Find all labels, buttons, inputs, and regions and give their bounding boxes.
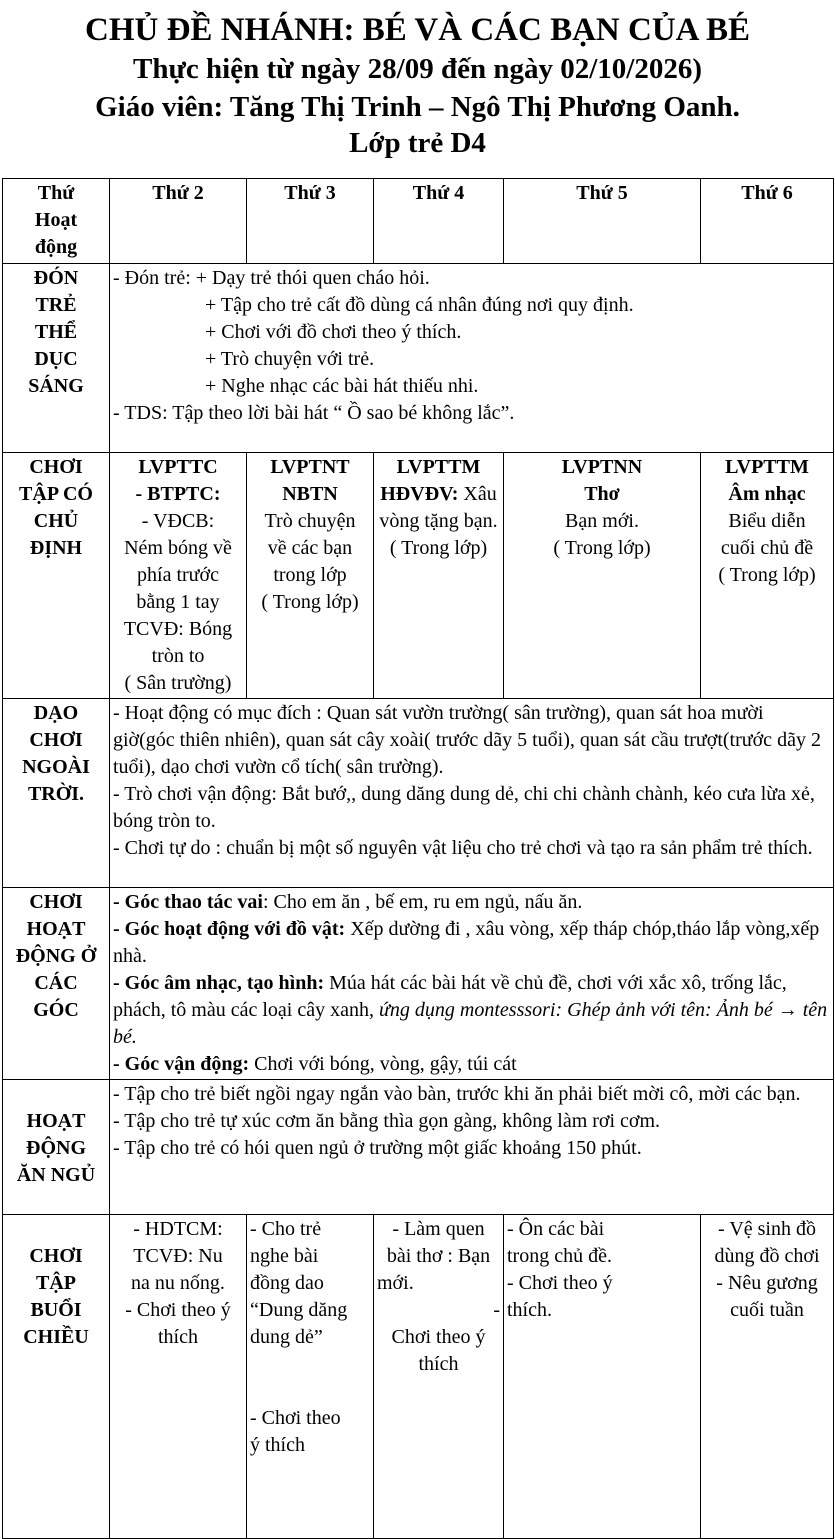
- choi-tap-tue: LVPTNT NBTN Trò chuyện về các bạn trong lớp ( Trong lớp): [247, 453, 374, 699]
- date-range: Thực hiện từ ngày 28/09 đến ngày 02/10/2026): [133, 53, 702, 85]
- don-tre-content: - Đón trẻ: + Dạy trẻ thói quen cháo hỏi. + Tập cho trẻ cất đồ dùng cá nhân đúng nơi quy định. + Chơi với đồ chơi theo ý thích. + Trò chuyện với trẻ. + Nghe nhạc các bài hát thiếu nhi. - TDS: Tập theo lời bài hát “ Ồ sao bé không lắc”.: [110, 264, 834, 453]
- row-chieu: [3, 1215, 834, 1539]
- row-label-chieu: CHƠI TẬP BUỔI CHIỀU: [3, 1215, 110, 1539]
- row-label-don-tre: ĐÓN TRẺ THỂ DỤC SÁNG: [3, 264, 110, 453]
- row-choi-tap: [3, 453, 834, 699]
- chieu-tue: - Cho trẻ nghe bài đồng dao “Dung dăng dung dẻ” - Chơi theo ý thích: [247, 1215, 374, 1539]
- topic-title: CHỦ ĐỀ NHÁNH: BÉ VÀ CÁC BẠN CỦA BÉ: [85, 12, 750, 48]
- day-header-fri: Thứ 6: [701, 179, 834, 264]
- day-header-wed: Thứ 4: [374, 179, 504, 264]
- day-header-thu: Thứ 5: [504, 179, 701, 264]
- dao-choi-content: - Hoạt động có mục đích : Quan sát vườn trường( sân trường), quan sát hoa mười giờ(góc thiên nhiên), quan sát cây xoài( trước dãy 5 tuổi), quan sát cầu trượt(trước dãy 2 tuổi), dạo chơi vườn cổ tích( sân trường). - Trò chơi vận động: Bắt bướ,, dung dăng dung dẻ, chi chi chành chành, kéo cưa lừa xẻ, bóng tròn to. - Chơi tự do : chuẩn bị một số nguyên vật liệu cho trẻ chơi và tạo ra sản phẩm trẻ thích.: [110, 699, 834, 888]
- activity-column-header: Thứ Hoạt động: [3, 179, 110, 264]
- day-header-tue: Thứ 3: [247, 179, 374, 264]
- an-ngu-content: - Tập cho trẻ biết ngồi ngay ngắn vào bàn, trước khi ăn phải biết mời cô, mời các bạn. - Tập cho trẻ tự xúc cơm ăn bằng thìa gọn gàng, không làm rơi cơm. - Tập cho trẻ có hói quen ngủ ở trường một giấc khoảng 150 phút.: [110, 1080, 834, 1215]
- goc-content: - Góc thao tác vai: Cho em ăn , bế em, ru em ngủ, nấu ăn. - Góc hoạt động với đồ vật: Xếp dường đi , xâu vòng, xếp tháp chóp,tháo lắp vòng,xếp nhà. - Góc âm nhạc, tạo hình: Múa hát các bài hát về chủ đề, chơi với xắc xô, trống lắc, phách, tô màu các loại cây xanh, ứng dụng montesssori: Ghép ảnh với tên: Ảnh bé → tên bé. - Góc vận động: Chơi với bóng, vòng, gậy, túi cát: [110, 888, 834, 1080]
- day-header-mon: Thứ 2: [110, 179, 247, 264]
- row-don-tre: [3, 264, 834, 453]
- chieu-thu: - Ôn các bài trong chủ đề. - Chơi theo ý thích.: [504, 1215, 701, 1539]
- class-name: Lớp trẻ D4: [349, 127, 486, 159]
- choi-tap-thu: LVPTNN Thơ Bạn mới. ( Trong lớp): [504, 453, 701, 699]
- header-row: [3, 179, 834, 264]
- row-goc: [3, 888, 834, 1080]
- chieu-mon: - HDTCM: TCVĐ: Nu na nu nống. - Chơi theo ý thích: [110, 1215, 247, 1539]
- chieu-fri: - Vệ sinh đồ dùng đồ chơi - Nêu gương cuối tuần: [701, 1215, 834, 1539]
- chieu-wed: - Làm quen bài thơ : Bạn mới. - Chơi theo ý thích: [374, 1215, 504, 1539]
- choi-tap-fri: LVPTTM Âm nhạc Biểu diễn cuối chủ đề ( Trong lớp): [701, 453, 834, 699]
- teachers: Giáo viên: Tăng Thị Trinh – Ngô Thị Phương Oanh.: [95, 91, 740, 123]
- row-label-an-ngu: HOẠT ĐỘNG ĂN NGỦ: [3, 1080, 110, 1215]
- row-an-ngu: [3, 1080, 834, 1215]
- choi-tap-wed: LVPTTM HĐVĐV: Xâu vòng tặng bạn. ( Trong lớp): [374, 453, 504, 699]
- row-label-choi-tap: CHƠI TẬP CÓ CHỦ ĐỊNH: [3, 453, 110, 699]
- choi-tap-mon: LVPTTC - BTPTC: - VĐCB: Ném bóng về phía trước bằng 1 tay TCVĐ: Bóng tròn to ( Sân trường): [110, 453, 247, 699]
- schedule-table: [2, 178, 834, 1539]
- row-dao-choi: [3, 699, 834, 888]
- row-label-goc: CHƠI HOẠT ĐỘNG Ở CÁC GÓC: [3, 888, 110, 1080]
- row-label-dao-choi: DẠO CHƠI NGOÀI TRỜI.: [3, 699, 110, 888]
- document-header: [0, 0, 835, 160]
